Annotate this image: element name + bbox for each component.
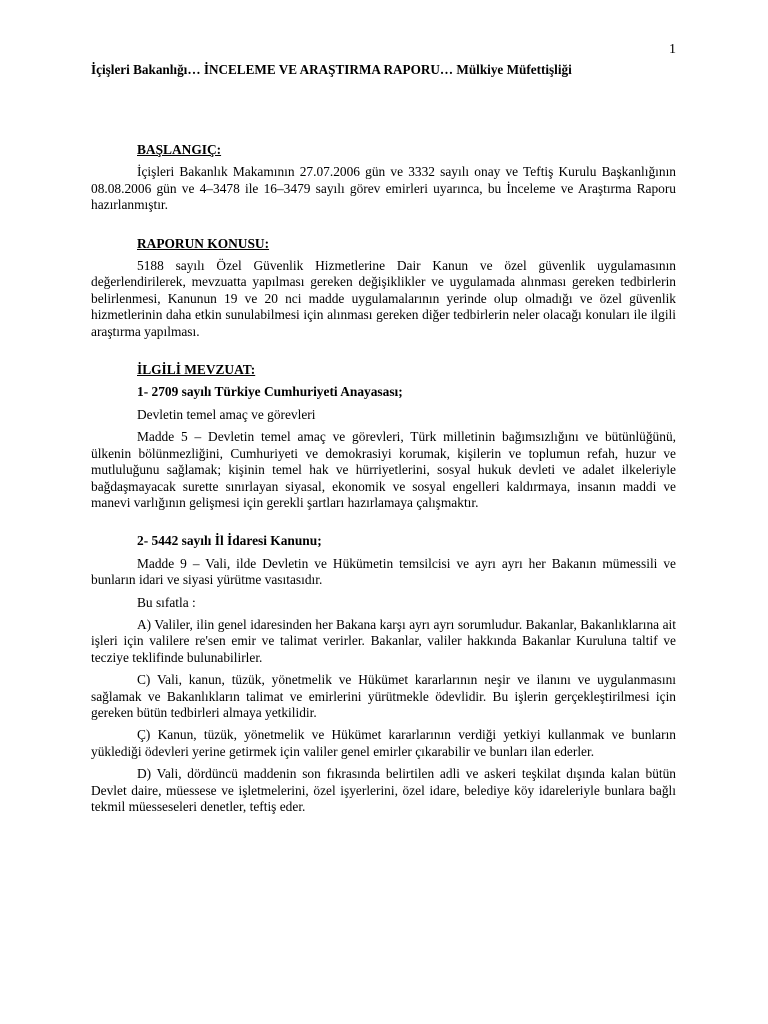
running-header: İçişleri Bakanlığı… İNCELEME VE ARAŞTIRMA RAPORU… Mülkiye Müfettişliği bbox=[91, 62, 572, 77]
section-heading-mevzuat: İLGİLİ MEVZUAT: bbox=[137, 362, 256, 378]
law-title-anayasa: 1- 2709 sayılı Türkiye Cumhuriyeti Anayasası; bbox=[137, 384, 403, 400]
page-number: 1 bbox=[669, 42, 676, 57]
paragraph-konu: 5188 sayılı Özel Güvenlik Hizmetlerine Dair Kanun ve özel güvenlik uygulamasının değerlendirilerek, mevzuatta yapılması gereken değişiklikler ve uygulamada alınması gereken tedbirlerin belirlenmesi, Kanunun 19 ve 20 nci madde uygulamalarının yerinde olup olmadığı ve özel güvenlik hizmetlerinin daha etkin sunulabilmesi için alınması gereken diğer tedbirlerin neler olacağı konuları ile ilgili araştırma yapılması. bbox=[91, 258, 676, 339]
paragraph-madde-9: Madde 9 – Vali, ilde Devletin ve Hükümetin temsilcisi ve ayrı ayrı her Bakanın mümessili ve bunların idari ve siyasi yürütme vasıtasıdır. bbox=[91, 555, 676, 588]
document-body bbox=[91, 142, 676, 815]
section-heading-baslangic: BAŞLANGIÇ: bbox=[137, 142, 222, 157]
paragraph-item-d: D) Vali, dördüncü maddenin son fıkrasında belirtilen adli ve askeri teşkilat dışında kalan bütün Devlet daire, müessese ve işletmelerini, özel işyerlerini, özel idare, belediye köy idareleriyle bunlara bağlı tekmil müesseseleri denetler, teftiş eder. bbox=[91, 766, 676, 814]
paragraph-baslangic: İçişleri Bakanlık Makamının 27.07.2006 gün ve 3332 sayılı onay ve Teftiş Kurulu Başkanlığının 08.08.2006 gün ve 4–3478 ile 16–3479 sayılı görev emirleri uyarınca, bu İnceleme ve Araştırma Raporu hazırlanmıştır. bbox=[91, 164, 676, 213]
paragraph-madde-5: Madde 5 – Devletin temel amaç ve görevleri, Türk milletinin bağımsızlığını ve bütünlüğünü, ülkenin bölünmezliğini, Cumhuriyeti ve demokrasiyi korumak, kişilerin ve toplumun refah, huzur ve mutluluğunu sağlamak; kişinin temel hak ve hürriyetlerini, sosyal hukuk devleti ve adalet ilkeleriyle bağdaşmayacak surette sınırlayan siyasal, ekonomik ve sosyal engelleri kaldırmaya, insanın maddi ve manevi varlığının gelişmesi için gerekli şartları hazırlamaya çalışmaktır. bbox=[91, 429, 676, 510]
paragraph-item-cc: Ç) Kanun, tüzük, yönetmelik ve Hükümet kararlarının verdiği yetkiyi kullanmak ve bunların yüklediği ödevleri yerine getirmek için valiler genel emirler çıkarabilir ve bunları ilan ederler. bbox=[91, 727, 676, 759]
law-title-il-idaresi: 2- 5442 sayılı İl İdaresi Kanunu; bbox=[137, 533, 322, 549]
paragraph-item-c: C) Vali, kanun, tüzük, yönetmelik ve Hükümet kararlarının neşir ve ilanını ve uygulanmasını sağlamak ve Bakanlıkların talimat ve emirlerini yürütmekle ödevlidir. Bu işlerin gerçekleştirilmesi için gereken bütün tedbirleri almaya yetkilidir. bbox=[91, 672, 676, 720]
section-heading-konu: RAPORUN KONUSU: bbox=[137, 235, 270, 251]
paragraph-bu-sifatla: Bu sıfatla : bbox=[137, 594, 196, 610]
paragraph-item-a: A) Valiler, ilin genel idaresinden her Bakana karşı ayrı ayrı sorumludur. Bakanlar, Bakanlıklarına ait işleri için valilere re'sen emir ve talimat verirler. Bakanlar, valiler hakkında Bakanlar Kuruluna taltif ve tecziye teklifinde bulunabilirler. bbox=[91, 616, 676, 665]
law-subtitle-anayasa: Devletin temel amaç ve görevleri bbox=[137, 406, 316, 422]
